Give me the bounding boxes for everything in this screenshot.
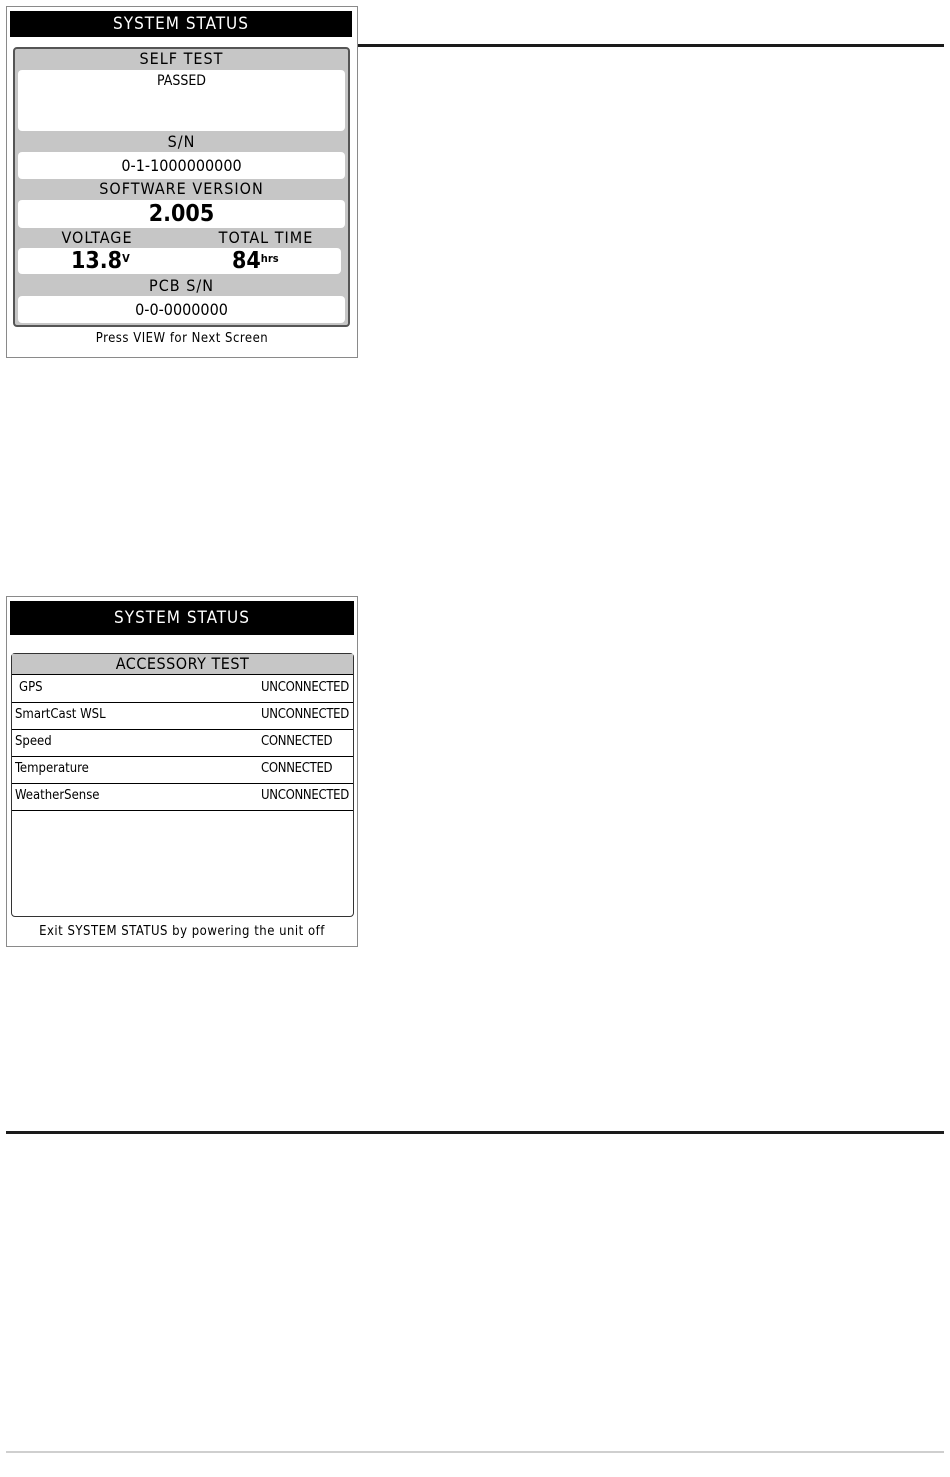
status-panel [13,47,350,327]
top-divider [358,44,944,47]
bottom-divider [6,1451,944,1453]
voltage-value: 13.8 [71,248,123,274]
accessory-row-temperature [12,756,353,784]
accessory-name: GPS [19,680,43,695]
system-status-screen-1 [6,6,358,358]
accessory-row-gps [12,675,353,703]
pcb-sn-label: PCB S/N [149,276,214,295]
accessory-name: Speed [15,734,52,749]
software-version-value: 2.005 [148,201,215,227]
accessory-test-label: ACCESSORY TEST [115,654,250,673]
voltage-readout [71,248,130,274]
accessory-name: WeatherSense [15,788,100,803]
self-test-label: SELF TEST [139,49,224,68]
sn-box [18,152,345,179]
screen-title: SYSTEM STATUS [10,11,352,37]
voltage-unit: V [122,252,130,265]
accessory-name: Temperature [15,761,89,776]
accessory-row-speed [12,729,353,757]
screen-title: SYSTEM STATUS [10,601,354,635]
self-test-box [18,70,345,131]
accessory-status: UNCONNECTED [261,788,349,803]
accessory-name: SmartCast WSL [15,707,106,722]
accessory-row-weathersense [12,783,353,811]
pcb-sn-box [18,296,345,323]
software-version-box [18,200,345,228]
accessory-status: UNCONNECTED [261,707,349,722]
total-time-unit: hrs [260,252,279,265]
total-time-label: TOTAL TIME [218,228,314,247]
pcb-sn-value: 0-0-0000000 [135,300,228,319]
total-time-readout [232,248,279,274]
system-status-screen-2 [6,596,358,947]
accessory-status: CONNECTED [261,734,333,749]
self-test-value: PASSED [157,73,206,89]
screen-footer: Press VIEW for Next Screen [95,331,269,346]
accessory-status: CONNECTED [261,761,333,776]
software-version-label: SOFTWARE VERSION [99,179,264,198]
accessory-row-smartcast-wsl [12,702,353,730]
total-time-value: 84 [232,248,261,274]
voltage-label: VOLTAGE [61,228,133,247]
accessory-test-header [12,654,353,675]
voltage-time-box [18,248,341,274]
middle-divider [6,1131,944,1134]
accessory-status: UNCONNECTED [261,680,349,695]
sn-label: S/N [167,132,196,151]
accessory-test-panel [11,653,354,917]
screen-footer: Exit SYSTEM STATUS by powering the unit off [39,924,325,939]
sn-value: 0-1-1000000000 [121,156,242,175]
